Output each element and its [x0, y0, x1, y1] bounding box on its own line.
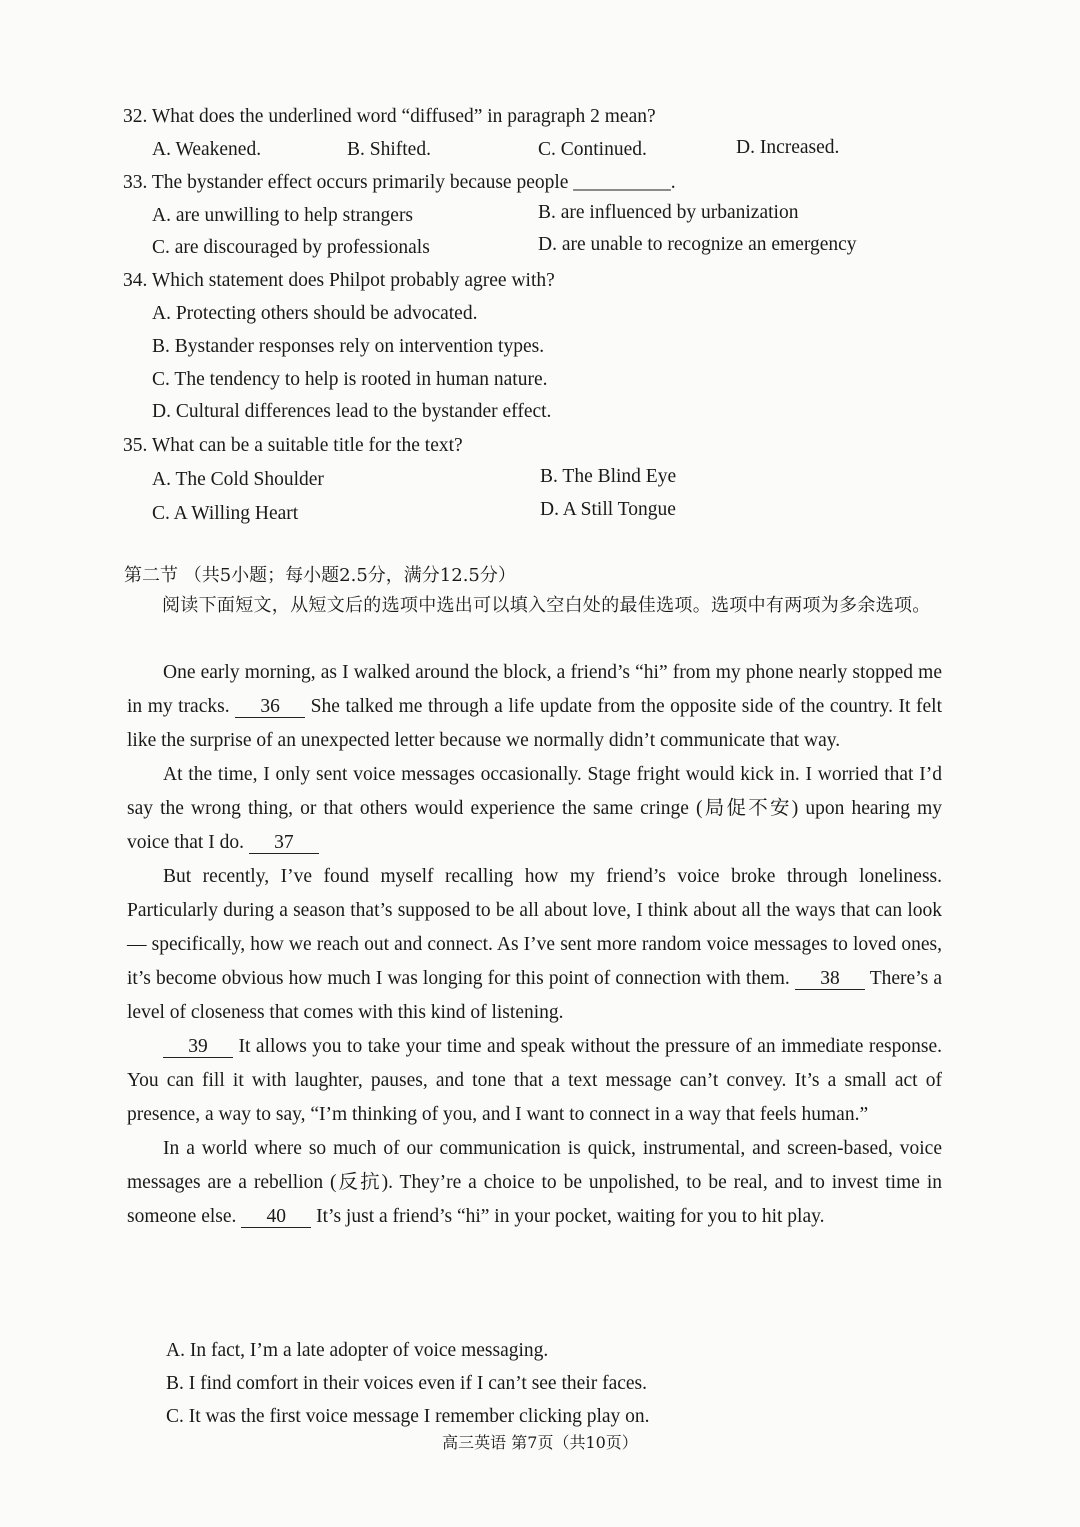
cloze-passage — [127, 656, 942, 1234]
blank-37: 37 — [249, 833, 319, 854]
option: B. are influenced by urbanization — [538, 202, 799, 223]
answer-choices — [166, 1334, 650, 1433]
option: C. The tendency to help is rooted in human nature. — [152, 369, 548, 390]
option: C. Continued. — [538, 139, 647, 160]
section-instruction: 阅读下面短文，从短文后的选项中选出可以填入空白处的最佳选项。选项中有两项为多余选项。 — [162, 595, 931, 616]
section-heading: 第二节 （共5小题；每小题2.5分，满分12.5分） — [124, 565, 516, 586]
choice-a: A. In fact, I’m a late adopter of voice messaging. — [166, 1340, 549, 1361]
passage-paragraph — [127, 1132, 942, 1234]
option: A. The Cold Shoulder — [152, 469, 324, 490]
question-stem: 33. The bystander effect occurs primarily because people __________. — [123, 172, 676, 193]
blank-40: 40 — [241, 1207, 311, 1228]
option: B. The Blind Eye — [540, 466, 677, 487]
passage-text: But recently, I’ve found myself recalling how my friend’s voice broke through loneliness. Particularly during a season that’s supposed to be all about love, I think about all the ways that can look — specifically, how we reach out and connect. As I’ve sent more random voice messages to loved ones, it’s become obvious how much I was longing for this point of connection with them. — [127, 866, 942, 989]
passage-paragraph — [127, 1030, 942, 1132]
choice-b: B. I find comfort in their voices even if I can’t see their faces. — [166, 1373, 647, 1394]
passage-paragraph — [127, 860, 942, 1030]
passage-text: One early morning, as I walked around the block, a friend’s “hi” from my phone nearly stopped me in my tracks. — [127, 662, 942, 717]
passage-paragraph — [127, 758, 942, 860]
option: B. Shifted. — [347, 139, 431, 160]
option: B. Bystander responses rely on intervention types. — [152, 336, 545, 357]
blank-38: 38 — [795, 969, 865, 990]
passage-text: There’s a level of closeness that comes with this kind of listening. — [127, 968, 942, 1023]
passage-text: It’s just a friend’s “hi” in your pocket, waiting for you to hit play. — [311, 1206, 825, 1227]
passage-text: It allows you to take your time and speak without the pressure of an immediate response. You can fill it with laughter, pauses, and tone that a text message can’t convey. It’s a small act of presence, a way to say, “I’m thinking of you, and I want to connect in a way that feels human.” — [127, 1036, 942, 1125]
choice-c: C. It was the first voice message I remember clicking play on. — [166, 1406, 650, 1427]
blank-36: 36 — [235, 697, 305, 718]
option: D. Increased. — [736, 137, 840, 158]
passage-text: She talked me through a life update from the opposite side of the country. It felt like the surprise of an unexpected letter because we normally didn’t communicate that way. — [127, 696, 942, 751]
option: C. are discouraged by professionals — [152, 237, 430, 258]
question-stem: 34. Which statement does Philpot probably agree with? — [123, 270, 555, 291]
option: D. A Still Tongue — [540, 499, 676, 520]
question-stem: 32. What does the underlined word “diffused” in paragraph 2 mean? — [123, 106, 656, 127]
blank-39: 39 — [163, 1037, 233, 1058]
passage-paragraph — [127, 656, 942, 758]
passage-text: In a world where so much of our communication is quick, instrumental, and screen-based, voice messages are a rebellion (反抗). They’re a choice to be unpolished, to be real, and to invest time in someone else. — [127, 1138, 942, 1227]
passage-text: At the time, I only sent voice messages occasionally. Stage fright would kick in. I worried that I’d say the wrong thing, or that others would experience the same cringe (局促不安) upon hearing my voice that I do. — [127, 764, 942, 853]
question-stem: 35. What can be a suitable title for the text? — [123, 435, 463, 456]
page-footer: 高三英语 第7页（共10页） — [442, 1433, 638, 1452]
option: A. Weakened. — [152, 139, 262, 160]
option: A. Protecting others should be advocated. — [152, 303, 478, 324]
option: C. A Willing Heart — [152, 503, 299, 524]
option: A. are unwilling to help strangers — [152, 205, 414, 226]
option: D. Cultural differences lead to the bystander effect. — [152, 401, 552, 422]
option: D. are unable to recognize an emergency — [538, 234, 857, 255]
